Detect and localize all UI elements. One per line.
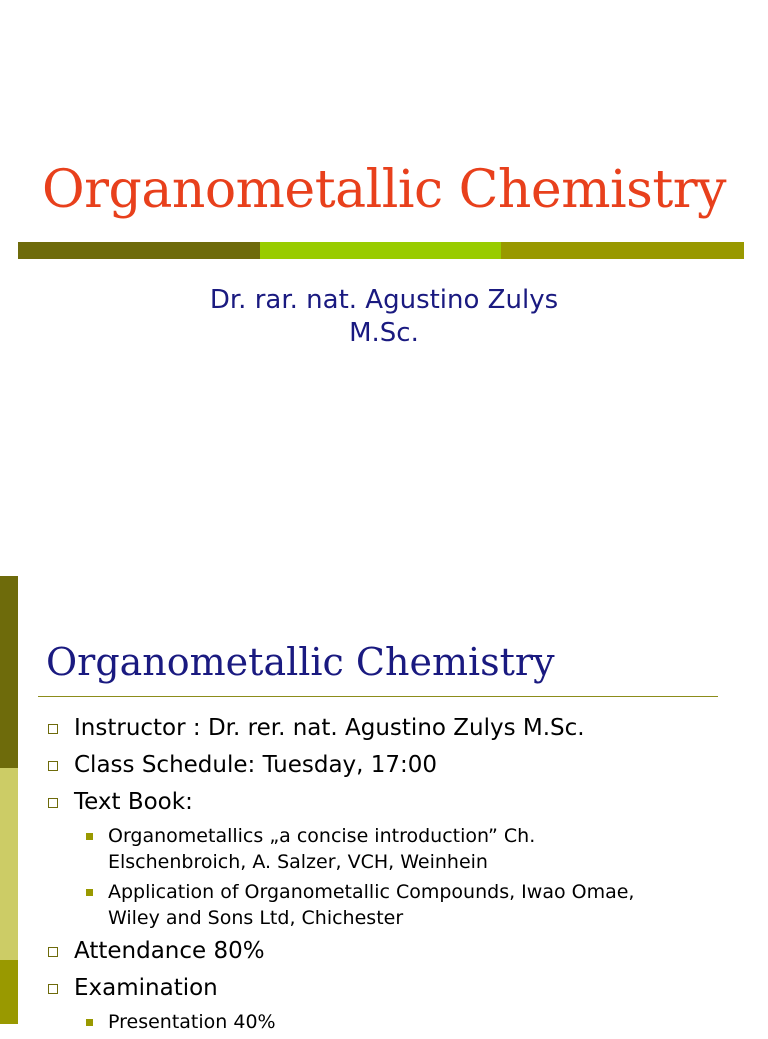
subtitle-line-2: M.Sc. xyxy=(349,318,419,348)
bar-segment-olive xyxy=(501,242,744,259)
bullet-list xyxy=(46,712,746,1039)
sub-item-line-2: Elschenbroich, A. Salzer, VCH, Weinhein xyxy=(108,851,488,873)
sidebar-segment-light xyxy=(0,768,18,960)
hollow-square-bullet-icon xyxy=(48,761,58,771)
title-color-bar xyxy=(18,242,744,259)
list-item xyxy=(46,935,746,967)
list-item-text: Examination xyxy=(74,975,218,1001)
list-item xyxy=(46,972,746,1004)
slide-subtitle xyxy=(0,284,768,350)
subtitle-line-1: Dr. rar. nat. Agustino Zulys xyxy=(209,285,559,315)
list-item-text: Class Schedule: Tuesday, 17:00 xyxy=(74,752,438,778)
list-item-text: Instructor : Dr. rer. nat. Agustino Zulys M.Sc. xyxy=(74,715,585,741)
slide-sidebar xyxy=(0,576,18,1024)
hollow-square-bullet-icon xyxy=(48,984,58,994)
list-item xyxy=(46,749,746,781)
sub-list-item xyxy=(46,879,746,931)
bar-segment-dark-olive xyxy=(18,242,260,259)
sidebar-segment-dark xyxy=(0,576,18,768)
content-slide-title: Organometallic Chemistry xyxy=(46,640,555,684)
bar-segment-lime xyxy=(260,242,501,259)
sub-item-line-1: Application of Organometallic Compounds, Iwao Omae, xyxy=(108,881,635,903)
hollow-square-bullet-icon xyxy=(48,947,58,957)
hollow-square-bullet-icon xyxy=(48,724,58,734)
title-divider xyxy=(38,696,718,697)
slide-title: Organometallic Chemistry xyxy=(42,160,726,220)
sub-list-item xyxy=(46,1009,746,1035)
filled-square-bullet-icon xyxy=(86,1019,93,1026)
sub-list-item xyxy=(46,823,746,875)
list-item-text: Attendance 80% xyxy=(74,938,265,964)
sub-item-line-1: Presentation 40% xyxy=(108,1011,276,1033)
filled-square-bullet-icon xyxy=(86,889,93,896)
filled-square-bullet-icon xyxy=(86,833,93,840)
sub-item-line-1: Organometallics „a concise introduction” Ch. xyxy=(108,825,536,847)
sidebar-segment-olive xyxy=(0,960,18,1024)
content-slide xyxy=(0,576,768,1033)
list-item-text: Text Book: xyxy=(74,789,193,815)
list-item xyxy=(46,786,746,818)
sub-item-line-2: Wiley and Sons Ltd, Chichester xyxy=(108,907,404,929)
list-item xyxy=(46,712,746,744)
hollow-square-bullet-icon xyxy=(48,798,58,808)
